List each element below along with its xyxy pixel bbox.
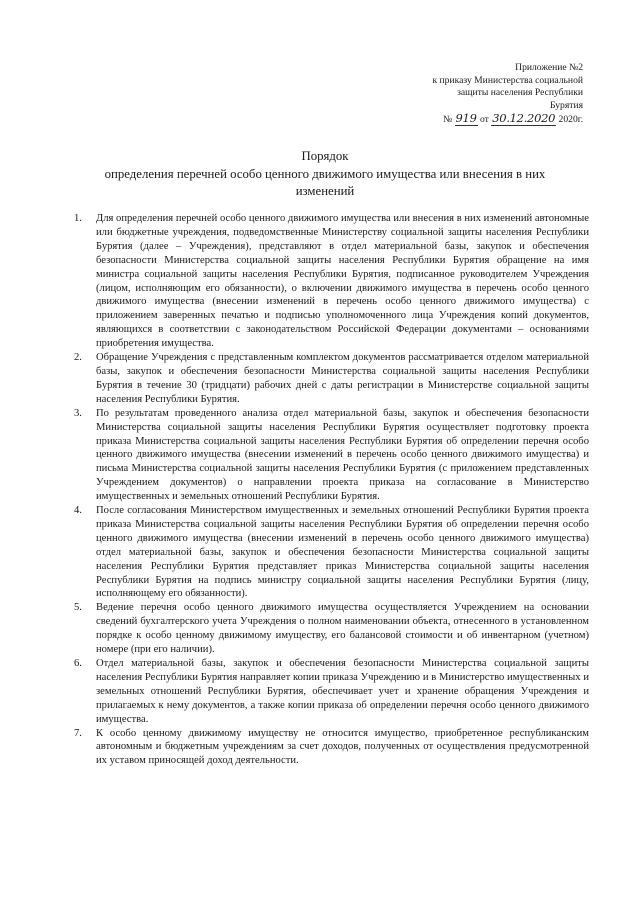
item-text: Ведение перечня особо ценного движимого имущества осуществляется Учреждением на основании сведений бухгалтерского учета Учреждения о полном наименовании объекта, отнесенного в установленном порядке к особо ценному движимому имуществу, его балансовой стоимости и об инвентарном (учетном) номере (при его наличии). bbox=[96, 602, 589, 656]
title-line-1: Порядок bbox=[301, 149, 349, 163]
appendix-label: Приложение №2 bbox=[515, 62, 583, 73]
order-date-handwritten: 30.12.2020 bbox=[492, 111, 556, 126]
procedure-item bbox=[74, 407, 589, 504]
procedure-item bbox=[74, 727, 589, 769]
item-text: Обращение Учреждения с представленным комплектом документов рассматривается отделом материальной базы, закупок и обеспечения безопасности Министерства социальной защиты населения Республики Бурятия в течение 30 (тридцати) рабочих дней с даты регистрации в Министерстве социальной защиты населения Республики Бурятия. bbox=[96, 352, 589, 405]
item-number: 5. bbox=[74, 602, 82, 614]
procedure-item bbox=[74, 657, 589, 727]
item-number: 7. bbox=[74, 727, 82, 739]
item-text: К особо ценному движимому имуществу не относится имущество, приобретенное республиканским автономным и бюджетным учреждениям за счет доходов, полученных от осуществления предусмотренной их уставом приносящей доход деятельности. bbox=[96, 727, 589, 767]
title-line-3: изменений bbox=[295, 184, 355, 198]
procedure-item bbox=[74, 351, 589, 407]
item-number: 6. bbox=[74, 658, 82, 669]
appendix-republic: Бурятия bbox=[549, 99, 583, 111]
order-year: 2020г. bbox=[558, 114, 583, 126]
procedure-item bbox=[74, 504, 589, 601]
appendix-ministry: защиты населения Республики bbox=[457, 87, 583, 99]
appendix-order-ref: к приказу Министерства социальной bbox=[432, 74, 583, 86]
item-text: После согласования Министерством имущественных и земельных отношений Республики Бурятия проекта приказа Министерства социальной защиты населения Республики Бурятия об определении перечня особо ценного движимого имущества (внесении изменений в перечень особо ценного движимого имущества) отдел материальной базы, закупок и обеспечения безопасности Министерства социальной защиты населения Республики Бурятия представляет приказ Министерства социальной защиты населения Республики Бурятия на подпись министру социальной защиты населения Республики Бурятия (лицу, исполняющему его обязанности). bbox=[96, 505, 589, 600]
document-title bbox=[60, 148, 590, 201]
item-number: 4. bbox=[74, 505, 82, 517]
appendix-header bbox=[383, 62, 583, 127]
item-number: 3. bbox=[74, 407, 82, 419]
order-number-label: № bbox=[442, 114, 453, 126]
order-date-label: от bbox=[480, 114, 489, 126]
procedure-item bbox=[74, 601, 589, 657]
item-text: По результатам проведенного анализа отдел материальной базы, закупок и обеспечения безопасности Министерства социальной защиты населения Республики Бурятия осуществляет подготовку проекта приказа Министерства социальной защиты населения Республики Бурятия об определении перечня особо ценного движимого имущества (внесении изменений в перечень особо ценного движимого имущества) и письма Министерства социальной защиты населения Республики Бурятия (с приложением представленных Учреждением документов) о направлении проекта приказа на согласование в Министерство имущественных и земельных отношений Республики Бурятия. bbox=[96, 407, 589, 503]
procedure-item bbox=[74, 212, 589, 351]
order-number-line bbox=[383, 112, 583, 127]
item-number: 2. bbox=[74, 352, 82, 364]
item-number: 1. bbox=[74, 213, 82, 224]
item-text: Отдел материальной базы, закупок и обеспечения безопасности Министерства социальной защиты населения Республики Бурятия направляет копии приказа Учреждению и в Министерство имущественных и земельных отношений Республики Бурятия, обеспечивает учет и хранение обращения Учреждения и прилагаемых к нему документов, а также копии приказа об определении перечня особо ценного движимого имущества. bbox=[96, 658, 589, 725]
item-text: Для определения перечней особо ценного движимого имущества или внесения в них изменений автономные или бюджетные учреждения, подведомственные Министерству социальной защиты населения Республики Бурятия (далее – Учреждения), представляют в отдел материальной базы, закупок и обеспечения безопасности Министерства социальной защиты населения Республики Бурятия обращение на имя министра социальной защиты населения Республики Бурятия, подписанное руководителем Учреждения (лицом, исполняющим его обязанности), о включении движимого имущества в перечень особо ценного движимого имущества (внесении изменений в перечень особо ценного движимого имущества) с приложением заверенных печатью и подписью уполномоченного лица Учреждения копий документов, являющихся в соответствии с законодательством Российской Федерации документами – основаниями приобретения имущества. bbox=[96, 213, 589, 350]
procedure-list bbox=[74, 212, 589, 768]
title-line-2: определения перечней особо ценного движимого имущества или внесения в них bbox=[104, 166, 546, 181]
order-number-handwritten: 919 bbox=[455, 111, 477, 126]
